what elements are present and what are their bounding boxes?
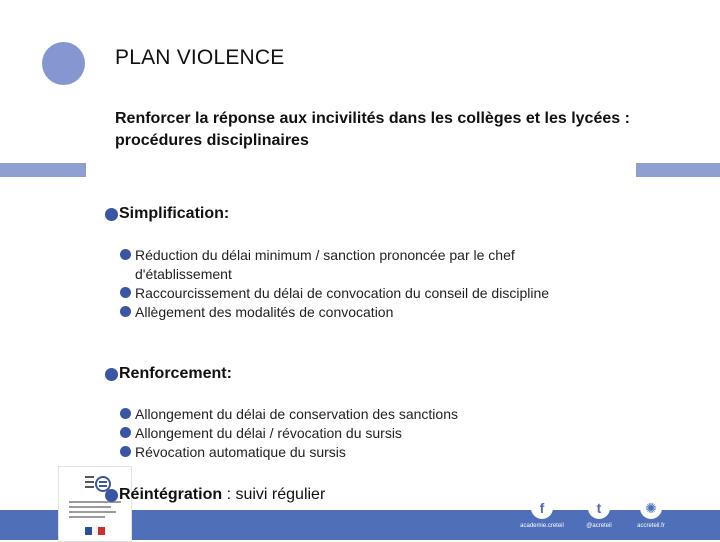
section-heading — [105, 205, 229, 223]
website-link[interactable]: ✺ accreteil.fr — [626, 497, 676, 529]
divider-right — [636, 163, 720, 177]
section-heading-bold: Réintégration — [119, 486, 223, 503]
list-item: Raccourcissement du délai de convocation du conseil de discipline — [119, 284, 589, 303]
list-item: Allongement du délai / révocation du sursis — [119, 424, 589, 443]
list-item: Réduction du délai minimum / sanction prononcée par le chef d'établissement — [119, 246, 589, 284]
divider-left — [0, 163, 86, 177]
bullet-icon — [120, 408, 131, 419]
logo-text-lines — [69, 501, 121, 521]
academy-logo — [58, 466, 132, 542]
slide-subtitle: Renforcer la réponse aux incivilités dans les collèges et les lycées : procédures disciplinaires — [115, 110, 630, 149]
facebook-link[interactable]: f academie.creteil — [517, 497, 567, 529]
flag-icon — [85, 527, 105, 535]
bullet-icon — [105, 489, 118, 502]
web-icon: ✺ — [640, 497, 662, 519]
renforcement-list — [119, 405, 589, 462]
bullet-icon — [120, 249, 131, 260]
simplification-list — [119, 246, 589, 322]
bullet-icon — [120, 446, 131, 457]
bullet-icon — [120, 306, 131, 317]
section-heading — [105, 486, 325, 504]
section-heading-rest: : suivi régulier — [222, 486, 326, 503]
section-renforcement — [105, 365, 232, 383]
bullet-icon — [120, 287, 131, 298]
bullet-icon — [105, 208, 118, 221]
section-heading-text: Renforcement: — [119, 365, 232, 382]
bullet-icon — [105, 368, 118, 381]
twitter-icon: t — [588, 497, 610, 519]
twitter-link[interactable]: t @acreteil — [574, 497, 624, 529]
title-bullet-dot — [42, 42, 85, 85]
list-item: Révocation automatique du sursis — [119, 443, 589, 462]
list-item: Allongement du délai de conservation des sanctions — [119, 405, 589, 424]
list-item: Allègement des modalités de convocation — [119, 303, 589, 322]
slide-title: PLAN VIOLENCE — [115, 46, 285, 69]
facebook-icon: f — [531, 497, 553, 519]
section-reintegration — [105, 486, 325, 504]
section-simplification — [105, 205, 229, 223]
section-heading-text: Simplification: — [119, 205, 230, 222]
bullet-icon — [120, 427, 131, 438]
section-heading — [105, 365, 232, 383]
